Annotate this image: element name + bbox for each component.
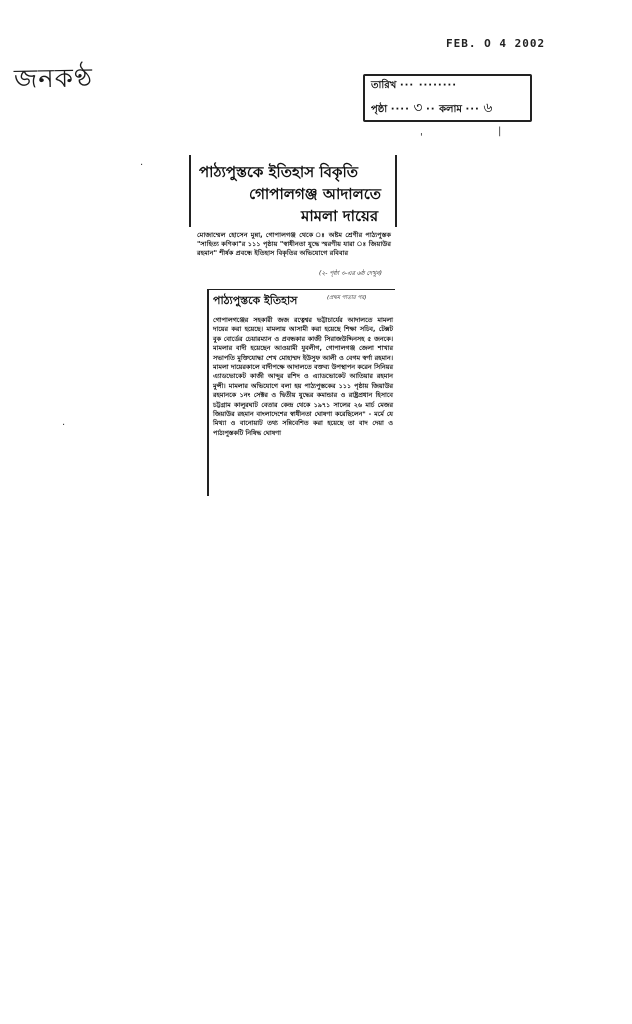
continuation-note: (প্রথম পাতার পর) bbox=[327, 295, 367, 301]
continuation-body: গোপালগঞ্জের সহকারী জজ রত্নেশ্বর ভট্টাচার্যের আদালতে মামলা দায়ের করা হয়েছে। মামলায় আসামী করা হয়েছে শিক্ষা সচিব, টেক্সট বুক বোর্ডের চেয়ারম্যান ও প্রবন্ধকার কাজী সিরাজউদ্দিনসহ ৫ জনকে। মামলার বাদী হয়েছেন আওয়ামী যুবলীগ, গোপালগঞ্জ জেলা শাখার সভাপতি মুক্তিযোদ্ধা শেখ মোহাম্মদ ইউসুফ আলী ও বেগম স্বর্ণা রহমান। মামলা দায়েরকালে বাদীপক্ষে আদালতে বক্তব্য উপস্থাপন করেন সিনিয়র এ্যাডভোকেট কাজী আব্দুর রশিদ ও এ্যাডভোকেট আতিয়ার রহমান মুন্সী। মামলার অভিযোগে বলা হয় পাঠ্যপুস্তকের ১১১ পৃষ্ঠায় জিয়াউর রহমানকে ১নং সেক্টর ও দ্বিতীয় যুদ্ধের কমান্ডার ও রাষ্ট্রপ্রধান হিসাবে চট্টগ্রাম কালুরঘাট বেতার কেন্দ্র থেকে ১৯৭১ সালের ২৬ মার্চ মেজর জিয়াউর রহমান বাংলাদেশের স্বাধীনতা ঘোষণা করেছিলেন" - মর্মে যে মিথ্যা ও বানোয়াট তথ্য সন্নিবেশিত করা হয়েছে তা বাদ দেয়া ও পাঠ্যপুস্তকটি নিষিদ্ধ ঘোষণা bbox=[213, 316, 393, 437]
continuation-heading: পাঠ্যপুস্তকে ইতিহাস bbox=[213, 294, 298, 307]
reference-column-value: ৬ bbox=[483, 100, 493, 116]
scan-speck: · bbox=[140, 160, 144, 171]
reference-date-row bbox=[371, 78, 457, 95]
date-stamp: FEB. O 4 2002 bbox=[446, 37, 546, 50]
lead-paragraph: মোজাম্মেল হোসেন মুন্না, গোপালগঞ্জ থেকে ঃ অষ্টম শ্রেণীর পাঠ্যপুস্তক "সাহিত্য কণিকা"র ১১১ পৃষ্ঠায় "স্বাধীনতা যুদ্ধে স্মরণীয় যারা ঃ জিয়াউর রহমান" শীর্ষক প্রবন্ধে ইতিহাস বিকৃতির অভিযোগে রবিবার bbox=[197, 231, 391, 258]
headline-line-3: মামলা দায়ের bbox=[301, 207, 379, 225]
reference-box bbox=[363, 74, 532, 122]
newspaper-clipping bbox=[189, 155, 399, 495]
reference-column-label: কলাম bbox=[439, 104, 462, 115]
scan-speck: ' bbox=[420, 132, 423, 143]
continuation-block bbox=[207, 289, 395, 496]
headline-line-2: গোপালগঞ্জ আদালতে bbox=[249, 185, 382, 203]
scan-speck: | bbox=[498, 126, 502, 137]
reference-page-label: পৃষ্ঠা bbox=[371, 104, 388, 115]
reference-page-value: ৩ bbox=[413, 100, 423, 116]
lead-continuation-note: (২- পৃষ্ঠা ৩-এর ৬ষ্ঠ দেখুন) bbox=[319, 270, 382, 277]
source-handwriting: জনকণ্ঠ bbox=[13, 63, 94, 95]
reference-page-row: পৃষ্ঠা ···· ৩ ·· কলাম ··· ৬ bbox=[371, 100, 493, 116]
reference-date-label: তারিখ bbox=[371, 80, 397, 91]
scan-speck: · bbox=[62, 420, 66, 431]
reference-date-dots: ··· ········ bbox=[399, 80, 458, 91]
headline-block bbox=[189, 155, 397, 227]
headline-line-1: পাঠ্যপুস্তকে ইতিহাস বিকৃতি bbox=[199, 163, 359, 181]
